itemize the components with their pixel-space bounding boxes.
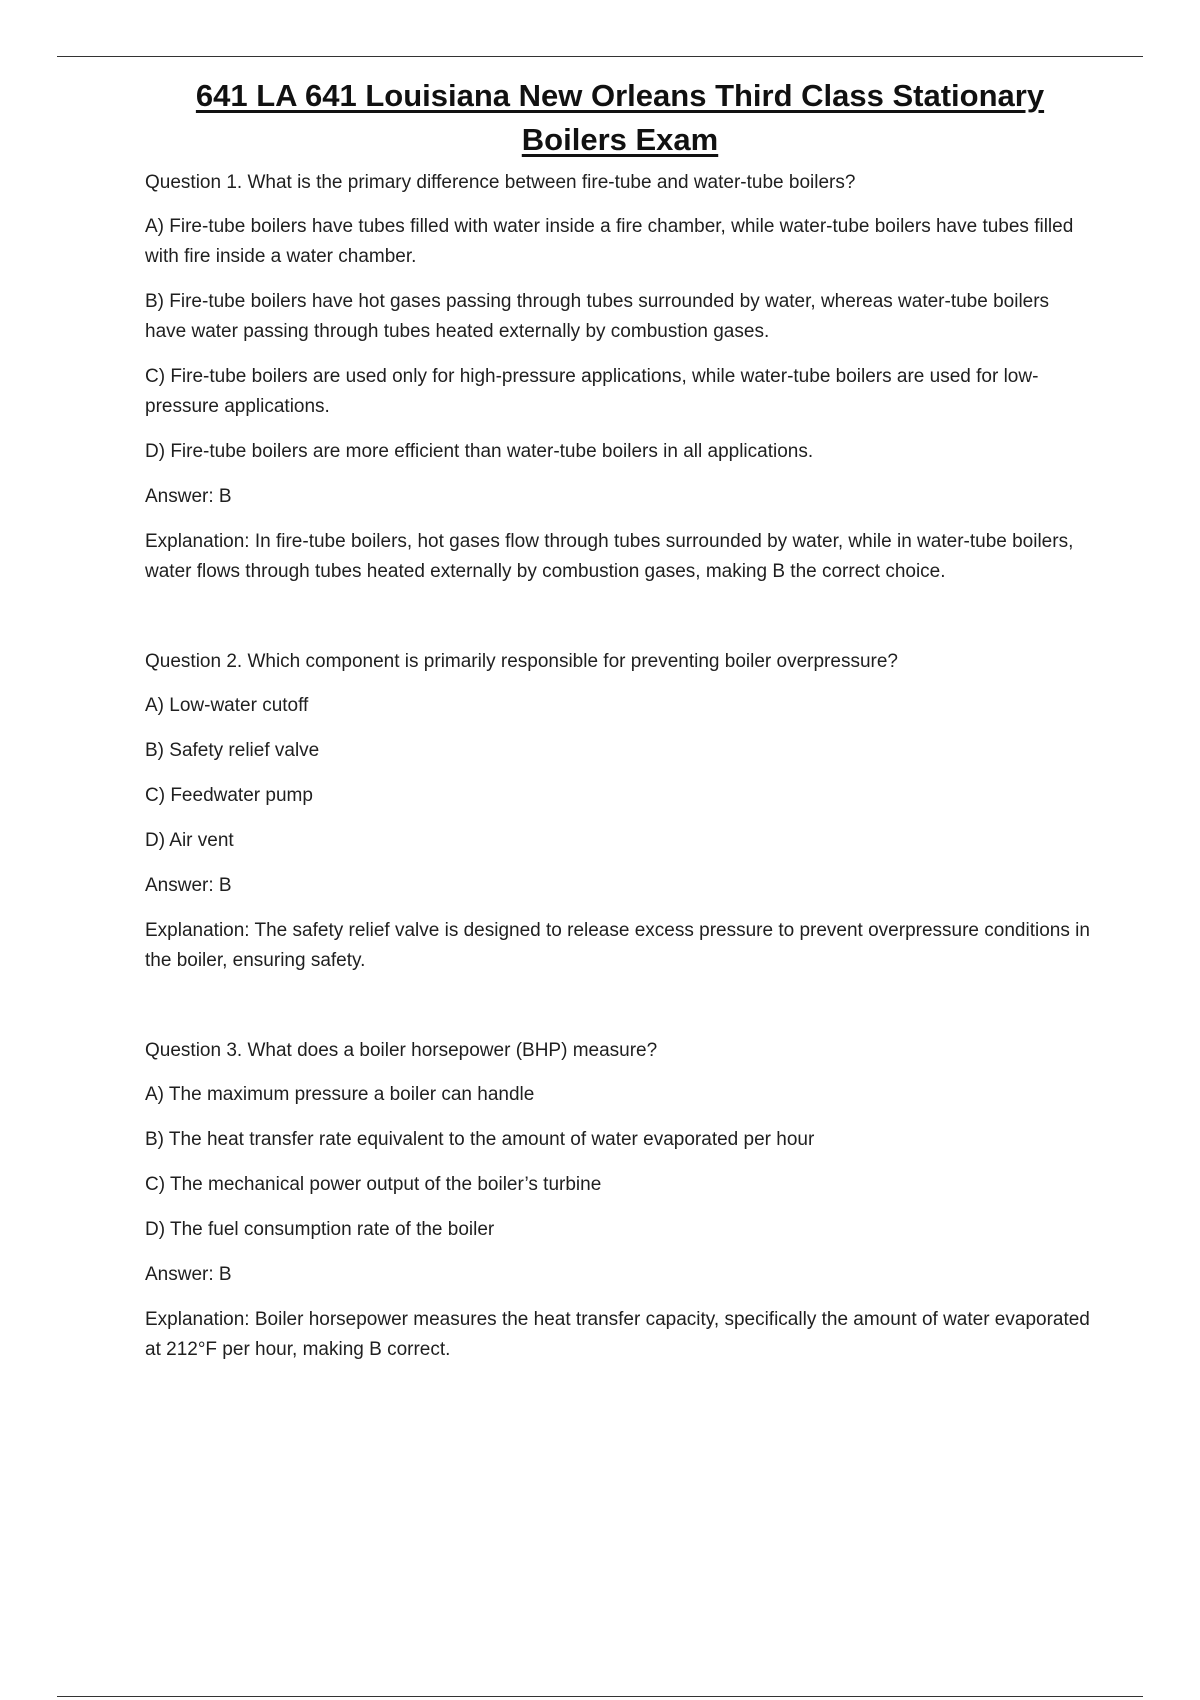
explanation: Explanation: The safety relief valve is designed to release excess pressure to prevent overpressure conditions in the boiler, ensuring safety.	[145, 920, 1090, 971]
option-b: B) Safety relief valve	[145, 740, 320, 761]
option-c: C) The mechanical power output of the boiler’s turbine	[145, 1174, 602, 1195]
answer: Answer: B	[145, 1264, 232, 1285]
option-c: C) Feedwater pump	[145, 785, 313, 806]
question-text: Question 3. What does a boiler horsepower (BHP) measure?	[145, 1040, 658, 1061]
document-page	[145, 74, 1095, 1425]
option-d: D) Air vent	[145, 830, 234, 851]
option-d: D) The fuel consumption rate of the boiler	[145, 1219, 495, 1240]
answer: Answer: B	[145, 486, 232, 507]
option-a: A) Fire-tube boilers have tubes filled with water inside a fire chamber, while water-tube boilers have tubes filled with fire inside a water chamber.	[145, 216, 1074, 267]
option-d: D) Fire-tube boilers are more efficient than water-tube boilers in all applications.	[145, 441, 814, 462]
question-3	[145, 1036, 1095, 1365]
option-a: A) The maximum pressure a boiler can handle	[145, 1084, 535, 1105]
question-1	[145, 168, 1095, 587]
option-c: C) Fire-tube boilers are used only for high-pressure applications, while water-tube boilers are used for low-pressure applications.	[145, 366, 1039, 417]
explanation: Explanation: In fire-tube boilers, hot gases flow through tubes surrounded by water, while in water-tube boilers, water flows through tubes heated externally by combustion gases, making B the correct choice.	[145, 531, 1074, 582]
option-b: B) The heat transfer rate equivalent to the amount of water evaporated per hour	[145, 1129, 815, 1150]
document-title: 641 LA 641 Louisiana New Orleans Third Class Stationary Boilers Exam	[195, 78, 1045, 157]
header-rule	[57, 56, 1143, 57]
question-text: Question 2. Which component is primarily responsible for preventing boiler overpressure?	[145, 651, 898, 672]
question-2	[145, 647, 1095, 976]
option-b: B) Fire-tube boilers have hot gases passing through tubes surrounded by water, whereas water-tube boilers have water passing through tubes heated externally by combustion gases.	[145, 291, 1050, 342]
footer-rule	[57, 1696, 1143, 1697]
option-a: A) Low-water cutoff	[145, 695, 309, 716]
explanation: Explanation: Boiler horsepower measures the heat transfer capacity, specifically the amount of water evaporated at 212°F per hour, making B correct.	[145, 1309, 1090, 1360]
question-text: Question 1. What is the primary difference between fire-tube and water-tube boilers?	[145, 172, 856, 193]
answer: Answer: B	[145, 875, 232, 896]
